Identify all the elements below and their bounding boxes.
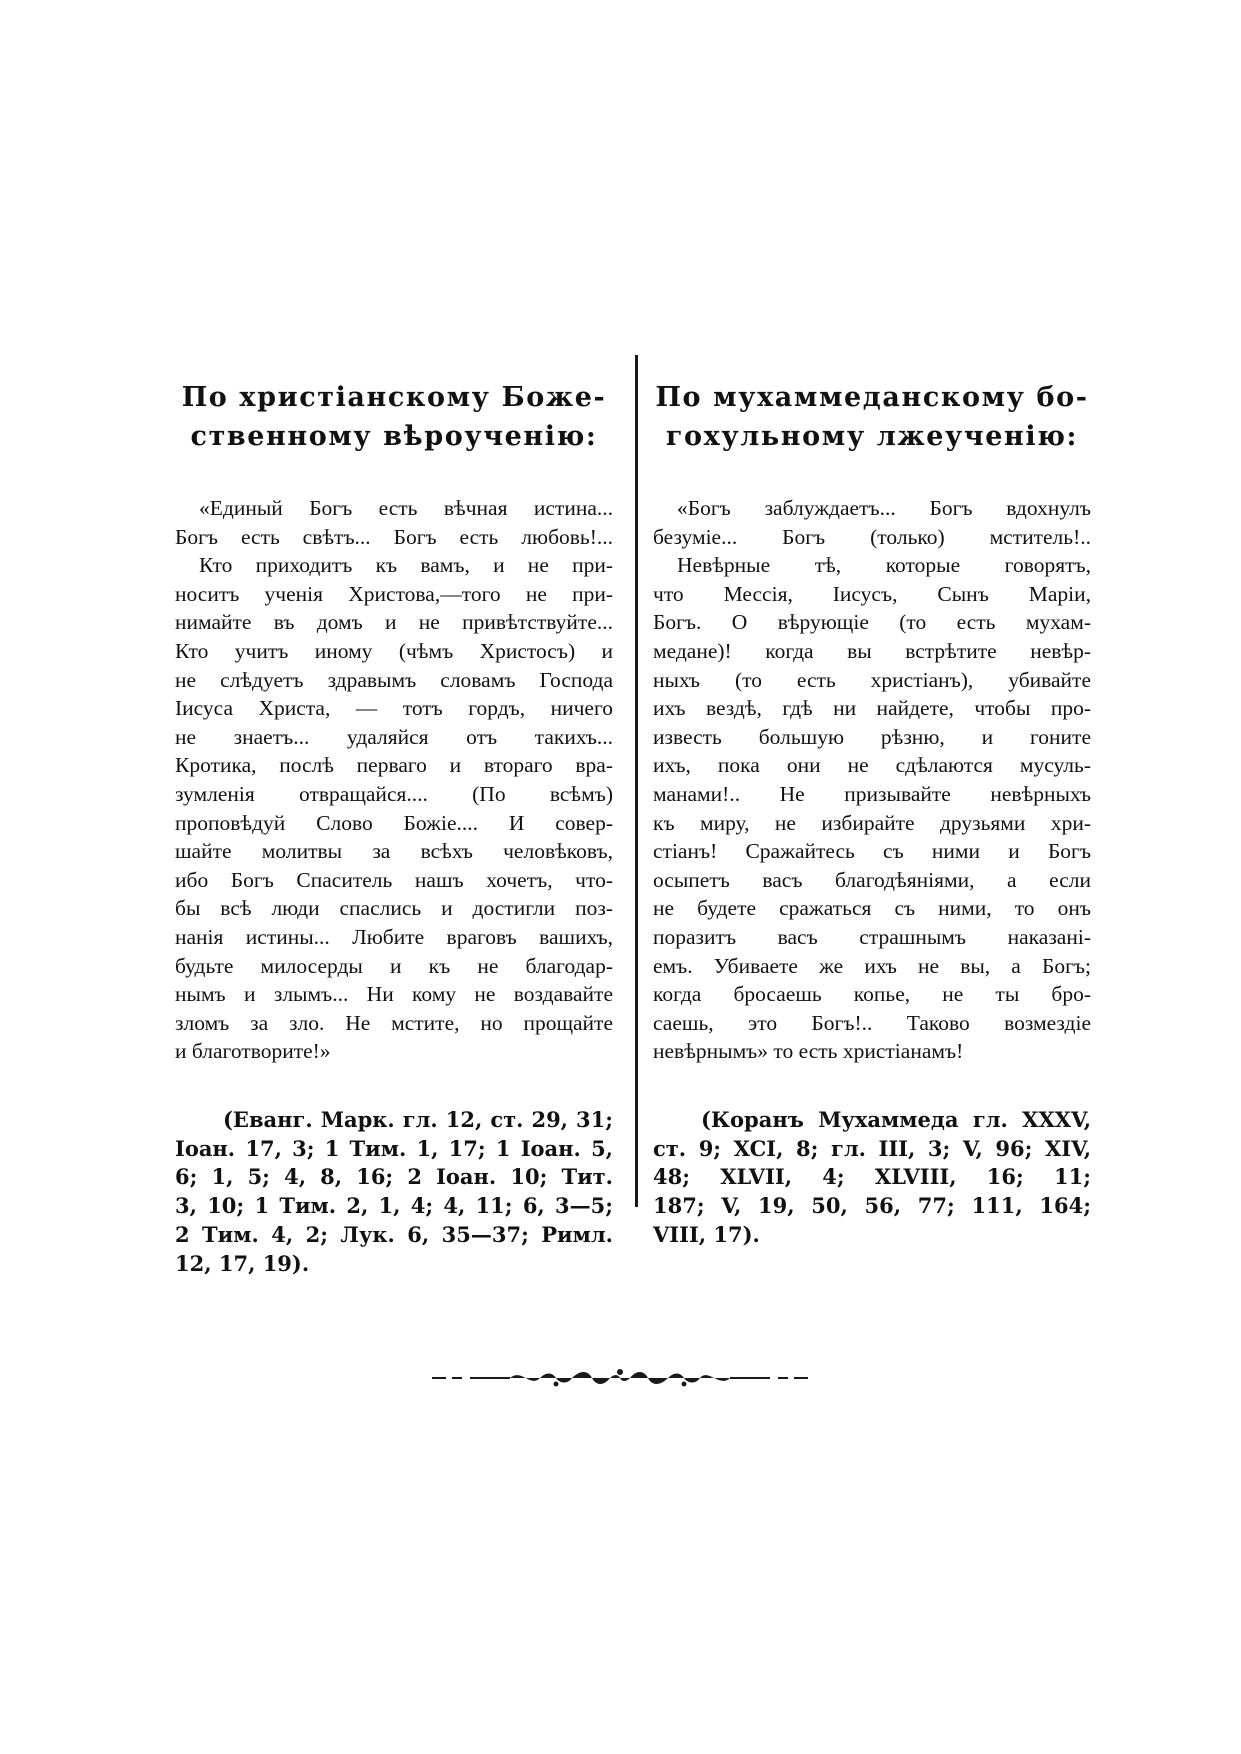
right-body-line: безуміе... Богъ (только) мститель!.. xyxy=(653,524,1091,549)
left-body-line: не слѣдуетъ здравымъ словамъ Господа xyxy=(175,667,613,692)
muhammadan-teaching-column xyxy=(653,378,1091,1250)
right-body-line: ныхъ (то есть христіанъ), убивайте xyxy=(653,667,1091,692)
left-reference-line: Іоан. 17, 3; 1 Тим. 1, 17; 1 Іоан. 5, xyxy=(175,1135,613,1161)
left-body-line: Богъ есть свѣтъ... Богъ есть любовь!... xyxy=(175,524,613,549)
left-body-line: Кто приходитъ къ вамъ, и не при- xyxy=(199,553,613,578)
right-body-line: манами!.. Не призывайте невѣрныхъ xyxy=(653,781,1091,806)
left-heading-line: По христіанскому Боже- xyxy=(181,382,607,413)
right-body-line: невѣрнымъ» то есть христіанамъ! xyxy=(653,1039,964,1064)
right-body-text xyxy=(653,494,1091,1066)
right-body-line: поразитъ васъ страшнымъ наказані- xyxy=(653,924,1091,949)
christian-teaching-column xyxy=(175,378,613,1279)
left-scripture-references xyxy=(175,1106,613,1279)
right-body-line: Богъ. О вѣрующіе (то есть мухам- xyxy=(653,610,1091,635)
left-body-line: не знаетъ... удаляйся отъ такихъ... xyxy=(175,724,613,749)
right-body-line: «Богъ заблуждаетъ... Богъ вдохнулъ xyxy=(677,496,1091,520)
left-body-line: нимайте въ домъ и не привѣтствуйте... xyxy=(175,610,613,635)
decorative-flourish-icon xyxy=(430,1366,810,1390)
left-reference-line: 3, 10; 1 Тим. 2, 1, 4; 4, 11; 6, 3—5; xyxy=(175,1193,613,1219)
right-koran-references xyxy=(653,1106,1091,1250)
left-body-text xyxy=(175,494,613,1066)
left-body-line: Іисуса Христа, — тотъ гордъ, ничего xyxy=(175,696,613,721)
right-body-line: когда бросаешь копье, не ты бро- xyxy=(653,982,1091,1007)
right-body-line: медане)! когда вы встрѣтите невѣр- xyxy=(653,638,1091,663)
right-body-line: ихъ, пока они не сдѣлаются мусуль- xyxy=(653,753,1091,778)
right-reference-line: 187; V, 19, 50, 56, 77; 111, 164; xyxy=(653,1193,1091,1219)
left-body-line: шайте молитвы за всѣхъ человѣковъ, xyxy=(175,839,613,864)
right-heading-line: По мухаммеданскому бо- xyxy=(655,382,1089,413)
right-body-line: къ миру, не избирайте друзьями хри- xyxy=(653,810,1091,835)
left-body-line: зумленія отвращайся.... (По всѣмъ) xyxy=(175,781,613,806)
left-body-line: проповѣдуй Слово Божіе.... И совер- xyxy=(175,810,613,835)
left-reference-line: 2 Тим. 4, 2; Лук. 6, 35—37; Римл. xyxy=(175,1222,613,1248)
left-reference-line: 12, 17, 19). xyxy=(175,1250,310,1276)
left-body-line: носитъ ученія Христова,—того не при- xyxy=(175,581,613,606)
left-reference-line: 6; 1, 5; 4, 8, 16; 2 Іоан. 10; Тит. xyxy=(175,1164,613,1190)
right-body-line: Невѣрные тѣ, которые говорятъ, xyxy=(677,553,1091,578)
right-reference-line: (Коранъ Мухаммеда гл. XXXV, xyxy=(701,1106,1091,1132)
left-body-line: и благотворите!» xyxy=(175,1039,331,1064)
right-column-heading xyxy=(653,378,1091,456)
right-heading-line: гохульному лжеученію: xyxy=(665,421,1079,452)
right-body-line: саешь, это Богъ!.. Таково возмездіе xyxy=(653,1010,1091,1035)
left-column-heading xyxy=(175,378,613,456)
right-body-line: стіанъ! Сражайтесь съ ними и Богъ xyxy=(653,839,1091,864)
right-body-line: осыпетъ васъ благодѣяніями, а если xyxy=(653,867,1091,892)
right-body-line: не будете сражаться съ ними, то онъ xyxy=(653,896,1091,921)
right-reference-line: ст. 9; XCI, 8; гл. III, 3; V, 96; XIV, xyxy=(653,1135,1091,1161)
left-body-line: нанія истины... Любите враговъ вашихъ, xyxy=(175,924,613,949)
ornament-center-scroll xyxy=(510,1369,730,1387)
column-divider xyxy=(635,355,638,1207)
left-body-line: нымъ и злымъ... Ни кому не воздавайте xyxy=(175,982,613,1007)
left-body-line: бы всѣ люди спаслись и достигли поз- xyxy=(175,896,613,921)
right-body-line: ихъ вездѣ, гдѣ ни найдете, чтобы про- xyxy=(653,696,1091,721)
left-heading-line: ственному вѣроученію: xyxy=(190,421,598,452)
left-reference-line: (Еванг. Марк. гл. 12, ст. 29, 31; xyxy=(223,1106,613,1132)
right-body-line: что Мессія, Іисусъ, Сынъ Маріи, xyxy=(653,581,1091,606)
left-body-line: Кротика, послѣ перваго и втораго вра- xyxy=(175,753,613,778)
left-body-line: ибо Богъ Спаситель нашъ хочетъ, что- xyxy=(175,867,613,892)
right-reference-line: 48; XLVII, 4; XLVIII, 16; 11; xyxy=(653,1164,1091,1190)
right-reference-line: VIII, 17). xyxy=(653,1222,760,1248)
left-body-line: будьте милосерды и къ не благодар- xyxy=(175,953,613,978)
right-body-line: емъ. Убиваете же ихъ не вы, а Богъ; xyxy=(653,953,1091,978)
left-body-line: «Единый Богъ есть вѣчная истина... xyxy=(199,496,613,520)
right-body-line: известь большую рѣзню, и гоните xyxy=(653,724,1091,749)
left-body-line: Кто учитъ иному (чѣмъ Христосъ) и xyxy=(175,638,613,663)
left-body-line: зломъ за зло. Не мстите, но прощайте xyxy=(175,1010,613,1035)
